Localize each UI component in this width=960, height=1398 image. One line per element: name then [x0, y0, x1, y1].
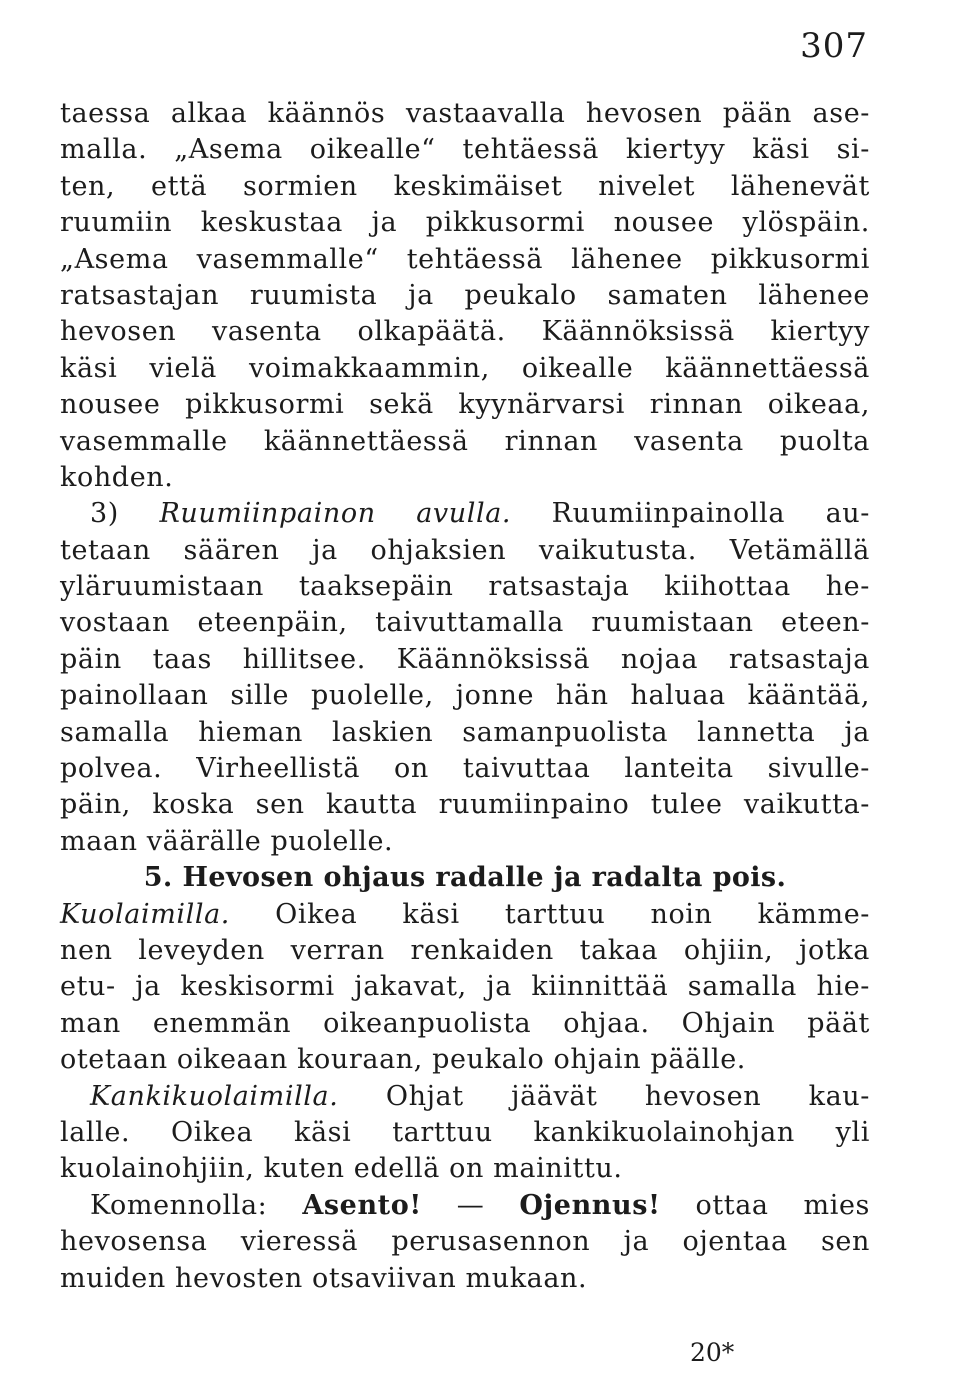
text-line: ratsastajan ruumista ja peukalo samaten lähenee: [60, 279, 870, 311]
text-line: painollaan sille puolelle, jonne hän haluaa kääntää,: [60, 680, 870, 712]
text-line: man enemmän oikeanpuolista ohjaa. Ohjain päät: [60, 1007, 870, 1039]
subsection-title: Kankikuolaimilla.: [90, 1080, 339, 1112]
text-line: „Asema vasemmalle“ tehtäessä lähenee pikkusormi: [60, 243, 870, 275]
paragraph-3-first-line: [60, 496, 870, 532]
text-fragment: Ruumiinpainolla au-: [551, 498, 871, 530]
text-line: käsi vielä voimakkaammin, oikealle käännettäessä: [60, 352, 870, 384]
text-line: vasemmalle käännettäessä rinnan vasenta puolta: [60, 425, 870, 457]
section-heading: 5. Hevosen ohjaus radalle ja radalta pois.: [143, 862, 787, 894]
text-line: yläruumistaan taaksepäin ratsastaja kiihottaa he-: [60, 571, 870, 603]
text-line: maan väärälle puolelle.: [60, 825, 394, 857]
text-line: nousee pikkusormi sekä kyynärvarsi rinnan oikeaa,: [60, 389, 870, 421]
paragraph-3-title: Ruumiinpainon avulla.: [159, 498, 512, 530]
text-line: lalle. Oikea käsi tarttuu kankikuolainohjan yli: [60, 1116, 870, 1148]
text-fragment: ottaa mies: [695, 1189, 871, 1221]
text-line: vostaan eteenpäin, taivuttamalla ruumistaan eteen-: [60, 607, 870, 639]
text-line: kuolainohjiin, kuten edellä on mainittu.: [60, 1153, 623, 1185]
subsection-2-first-line: [60, 1079, 870, 1115]
text-line: ten, että sormien keskimäiset nivelet lähenevät: [60, 170, 870, 202]
text-fragment: Oikea käsi tarttuu noin kämme-: [275, 898, 870, 930]
text-line: hevosensa vieressä perusasennon ja ojentaa sen: [60, 1226, 870, 1258]
text-line: ruumiin keskustaa ja pikkusormi nousee ylöspäin.: [60, 207, 870, 239]
command-ojennus: Ojennus!: [519, 1189, 661, 1221]
page-number: 307: [800, 26, 868, 66]
em-dash: —: [456, 1189, 485, 1221]
text-line: kohden.: [60, 461, 174, 493]
list-number: 3): [90, 498, 119, 530]
subsection-1-first-line: [60, 897, 870, 933]
text-fragment: Ohjat jäävät hevosen kau-: [385, 1080, 870, 1112]
text-line: polvea. Virheellistä on taivuttaa lanteita sivulle-: [60, 753, 870, 785]
command-first-line: [60, 1188, 870, 1224]
text-line: päin, koska sen kautta ruumiinpaino tulee vaikutta-: [60, 789, 870, 821]
text-line: hevosen vasenta olkapäätä. Käännöksissä kiertyy: [60, 316, 870, 348]
text-line: otetaan oikeaan kouraan, peukalo ohjain päälle.: [60, 1044, 746, 1076]
text-line: nen leveyden verran renkaiden takaa ohjiin, jotka: [60, 934, 870, 966]
text-line: etu- ja keskisormi jakavat, ja kiinnittää samalla hie-: [60, 971, 870, 1003]
body-text: [60, 96, 870, 1297]
command-label: Komennolla:: [90, 1189, 268, 1221]
text-line: taessa alkaa käännös vastaavalla hevosen pään ase-: [60, 98, 870, 129]
text-line: päin taas hillitsee. Käännöksissä nojaa ratsastaja: [60, 643, 870, 675]
subsection-title: Kuolaimilla.: [60, 898, 230, 930]
text-line: samalla hieman laskien samanpuolista lannetta ja: [60, 716, 870, 748]
text-line: malla. „Asema oikealle“ tehtäessä kiertyy käsi si-: [60, 134, 870, 166]
text-line: tetaan säären ja ohjaksien vaikutusta. Vetämällä: [60, 534, 870, 566]
command-asento: Asento!: [302, 1189, 422, 1221]
text-line: muiden hevosten otsaviivan mukaan.: [60, 1262, 588, 1294]
signature-mark: 20*: [690, 1338, 735, 1367]
